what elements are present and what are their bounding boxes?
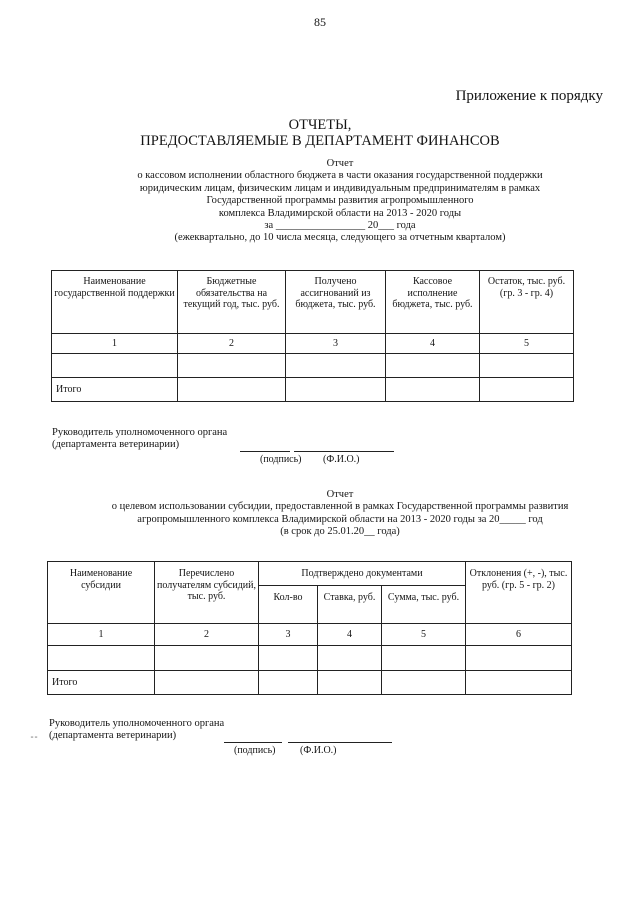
page-title-line2: ПРЕДОСТАВЛЯЕМЫЕ В ДЕПАРТАМЕНТ ФИНАНСОВ: [140, 133, 500, 149]
report1-signature-block: [52, 427, 227, 452]
table-cell: [466, 671, 572, 695]
report1-heading-line: юридическим лицам, физическим лицам и индивидуальным предпринимателям в рамках: [139, 182, 541, 194]
column-number: 5: [480, 334, 574, 354]
report2-signature-block: [49, 718, 224, 743]
name-line: [288, 742, 392, 743]
table-cell: [466, 646, 572, 671]
table-cell: [286, 378, 386, 402]
scan-mark-icon: ⁃⁃: [30, 733, 38, 742]
report2-heading-line: агропромышленного комплекса Владимирской области на 2013 - 2020 годы за 20_____ год: [137, 513, 543, 525]
signature-role-line2: (департамента ветеринарии): [52, 439, 180, 451]
report2-heading: Отчет: [326, 489, 354, 500]
table-cell: [480, 354, 574, 378]
page-number: 85: [314, 15, 326, 29]
signature-line: [240, 451, 290, 452]
signature-caption: (подпись): [234, 745, 276, 756]
table-cell: [386, 354, 480, 378]
page-title-line1: ОТЧЕТЫ,: [288, 117, 352, 133]
report1-heading-line: о кассовом исполнении областного бюджета в части оказания государственной поддержки: [137, 170, 543, 182]
column-number-row: [48, 624, 572, 646]
total-row: [48, 671, 572, 695]
column-header: Бюджетные обязательства на текущий год, тыс. руб.: [178, 271, 286, 334]
column-header: Остаток, тыс. руб. (гр. 3 - гр. 4): [480, 271, 574, 334]
column-group-header: Подтверждено документами: [259, 562, 466, 586]
report2-table: [47, 561, 572, 695]
table-cell: [386, 378, 480, 402]
table-cell: [178, 354, 286, 378]
table-cell: [178, 378, 286, 402]
table-cell: [259, 671, 318, 695]
column-number: 5: [382, 624, 466, 646]
column-header: Перечислено получателям субсидий, тыс. руб.: [155, 562, 259, 624]
column-header: Отклонения (+, -), тыс. руб. (гр. 5 - гр. 2): [466, 562, 572, 624]
signature-caption: (подпись): [260, 454, 302, 465]
signature-role-line2: (департамента ветеринарии): [49, 730, 177, 742]
name-line: [294, 451, 394, 452]
total-row: [52, 378, 574, 402]
table-cell: [155, 671, 259, 695]
column-number: 2: [178, 334, 286, 354]
column-header: Ставка, руб.: [318, 586, 382, 624]
table-cell: [286, 354, 386, 378]
report1-period-line: за _________________ 20___ года: [264, 220, 416, 232]
total-label: Итого: [52, 378, 178, 402]
report1-heading-block: [60, 158, 620, 245]
table-cell: [318, 646, 382, 671]
report2-deadline-line: (в срок до 25.01.20__ года): [280, 526, 400, 538]
page-title: [0, 117, 640, 149]
column-number: 4: [318, 624, 382, 646]
column-number: 1: [48, 624, 155, 646]
column-number: 6: [466, 624, 572, 646]
table-cell: [52, 354, 178, 378]
signature-role-line1: Руководитель уполномоченного органа: [49, 718, 225, 729]
column-header: Сумма, тыс. руб.: [382, 586, 466, 624]
column-number: 3: [286, 334, 386, 354]
signature-role-line1: Руководитель уполномоченного органа: [52, 427, 228, 438]
column-header: Кассовое исполнение бюджета, тыс. руб.: [386, 271, 480, 334]
table-cell: [382, 671, 466, 695]
table-header-row: [52, 271, 574, 334]
column-header: Наименование субсидии: [48, 562, 155, 624]
name-caption: (Ф.И.О.): [300, 745, 337, 756]
report1-heading-line: комплекса Владимирской области на 2013 - 2020 годы: [218, 207, 462, 219]
column-number: 4: [386, 334, 480, 354]
table-cell: [318, 671, 382, 695]
column-number: 3: [259, 624, 318, 646]
annex-label: Приложение к порядку: [455, 88, 603, 104]
table-header-row: [48, 562, 572, 586]
table-cell: [48, 646, 155, 671]
table-row: [48, 646, 572, 671]
table-cell: [480, 378, 574, 402]
total-label: Итого: [48, 671, 155, 695]
report1-heading: Отчет: [326, 158, 354, 169]
column-number: 2: [155, 624, 259, 646]
column-header: Наименование государственной поддержки: [52, 271, 178, 334]
report1-deadline-line: (ежеквартально, до 10 числа месяца, следующего за отчетным кварталом): [174, 232, 506, 244]
report2-heading-block: [60, 489, 620, 539]
report2-heading-line: о целевом использовании субсидии, предоставленной в рамках Государственной программы развития: [111, 501, 569, 513]
signature-line: [224, 742, 282, 743]
report1-heading-line: Государственной программы развития агропромышленного: [206, 195, 474, 207]
table-row: [52, 354, 574, 378]
table-cell: [259, 646, 318, 671]
column-number: 1: [52, 334, 178, 354]
report1-table: [51, 270, 574, 402]
column-header: Получено ассигнований из бюджета, тыс. руб.: [286, 271, 386, 334]
table-cell: [155, 646, 259, 671]
column-header: Кол-во: [259, 586, 318, 624]
column-number-row: [52, 334, 574, 354]
name-caption: (Ф.И.О.): [323, 454, 360, 465]
table-cell: [382, 646, 466, 671]
